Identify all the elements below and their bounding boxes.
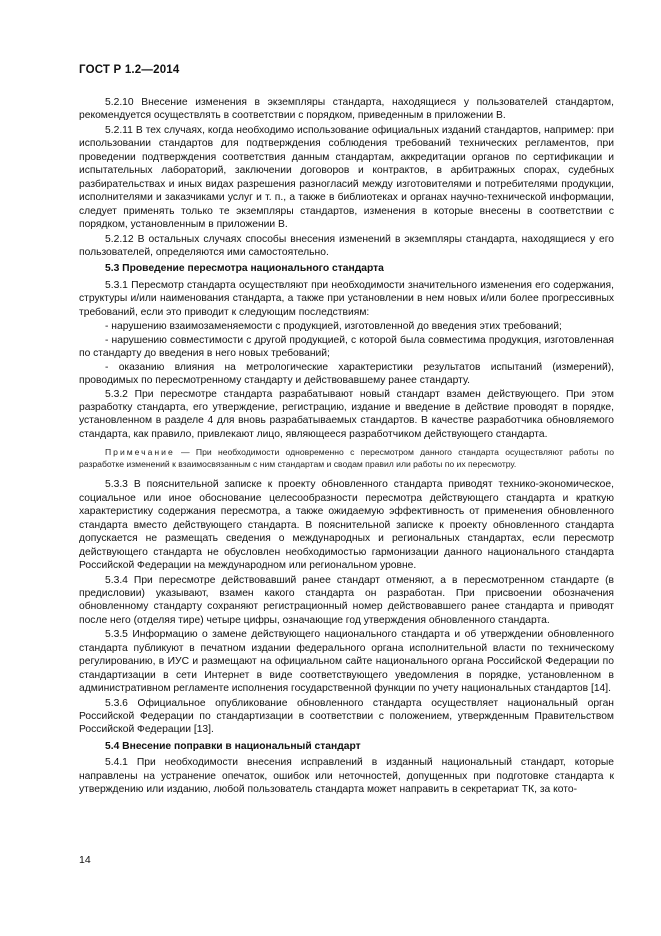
paragraph-5-3-4: 5.3.4 При пересмотре действовавший ранее стандарт отменяют, а в пересмотренном стандарте (в предисловии) указывают, взамен какого стандарта он разработан. При присвоении обозначения обновленному стандарту сохраняют регистрационный номер действовавшего ранее стандарта и приводят после него (отделяя тире) четыре цифры, означающие год утверждения обновленного стандарта.: [79, 574, 614, 626]
note-label: Примечание: [105, 447, 175, 458]
page-number: 14: [79, 854, 91, 866]
list-item: - нарушению взаимозаменяемости с продукцией, изготовленной до введения этих требований;: [105, 321, 562, 333]
section-heading-5-3: 5.3 Проведение пересмотра национального стандарта: [105, 263, 384, 275]
paragraph-5-2-11: 5.2.11 В тех случаях, когда необходимо использование официальных изданий стандартов, например: при использовании стандартов для подтверждения соблюдения требований технических регламентов, при проведении подтверждения соответствия данным стандартам, аккредитации органов по сертификации и испытательных лабораторий, заключении договоров и контрактов, в арбитражных спорах, судебных разбирательствах и иных видах разрешения разногласий между изготовителями и потребителями продукции, исполнителями и заказчиками услуг и т. п., а также в библиотеках и органах научно-технической информации, следует применять только те экземпляры стандартов, изменения в которые внесены в соответствии с порядком, установленным в приложении В.: [79, 124, 614, 231]
paragraph-5-2-10: 5.2.10 Внесение изменения в экземпляры стандарта, находящиеся у пользователей стандартом, рекомендуется осуществлять в соответствии с порядком, приведенным в приложении В.: [79, 97, 614, 122]
paragraph-5-3-2: 5.3.2 При пересмотре стандарта разрабатывают новый стандарт взамен действующего. При этом разработку стандарта, его утверждение, регистрацию, издание и введение в действие проводят в порядке, установленном в разделе 4 для вновь разрабатываемых стандартов. В качестве разработчика обновляемого стандарта, как правило, привлекают лицо, являющееся разработчиком действующего стандарта.: [79, 388, 614, 440]
paragraph-5-3-5: 5.3.5 Информацию о замене действующего национального стандарта и об утверждении обновленного стандарта публикуют в печатном издании федерального органа исполнительной власти по техническому регулированию, в ИУС и размещают на официальном сайте национального органа Российской Федерации по стандартизации в сети Интернет в виде соответствующего уведомления в порядке, установленном в административном регламенте исполнения государственной функции по учету национальных стандартов [14].: [79, 629, 614, 695]
document-body: [79, 96, 614, 798]
note: [79, 447, 614, 470]
paragraph-5-3-3: 5.3.3 В пояснительной записке к проекту обновленного стандарта приводят технико-экономическое, социальное или иное обоснование целесообразности пересмотра действующего стандарта и краткую характеристику содержания пересмотра, а также ожидаемую эффективность от применения обновленного стандарта вместо действующего стандарта. В пояснительной записке к проекту обновленного стандарта допускается не размещать сведения о международных и региональных стандартах, если пересмотр действующего стандарта не обусловлен необходимостью гармонизации данного национального стандарта Российской Федерации на международном или региональном уровне.: [79, 479, 614, 572]
paragraph-5-3-6: 5.3.6 Официальное опубликование обновленного стандарта осуществляет национальный орган Российской Федерации по стандартизации в соответствии с положением, утвержденным Правительством Российской Федерации [13].: [79, 697, 614, 736]
note-text: — При необходимости одновременно с пересмотром данного стандарта осуществляют работы по разработке изменений к взаимосвязанным с ним стандартам и сводам правил или работы по их пересмотру.: [79, 447, 614, 469]
list-item: - нарушению совместимости с другой продукцией, с которой была совместима продукция, изготовленная по стандарту до введения в него новых требований;: [79, 334, 614, 360]
list-item: - оказанию влияния на метрологические характеристики результатов испытаний (измерений), проводимых по пересмотренному стандарту и действовавшему ранее стандарту.: [79, 361, 614, 387]
section-heading-5-4: 5.4 Внесение поправки в национальный стандарт: [105, 740, 361, 752]
paragraph-5-2-12: 5.2.12 В остальных случаях способы внесения изменений в экземпляры стандарта, находящиеся у его пользователей, определяются ими самостоятельно.: [79, 233, 614, 258]
paragraph-5-3-1: 5.3.1 Пересмотр стандарта осуществляют при необходимости значительного изменения его содержания, структуры и/или наименования стандарта, а также при установлении в нем новых и/или более прогрессивных требований, если это приводит к следующим последствиям:: [79, 279, 614, 318]
running-header: ГОСТ Р 1.2—2014: [79, 64, 180, 76]
paragraph-5-4-1: 5.4.1 При необходимости внесения исправлений в изданный национальный стандарт, которые направлены на устранение опечаток, ошибок или неточностей, допущенных при подготовке стандарта к утверждению или изданию, любой пользователь стандарта может направить в секретариат ТК, за кото-: [79, 757, 614, 796]
